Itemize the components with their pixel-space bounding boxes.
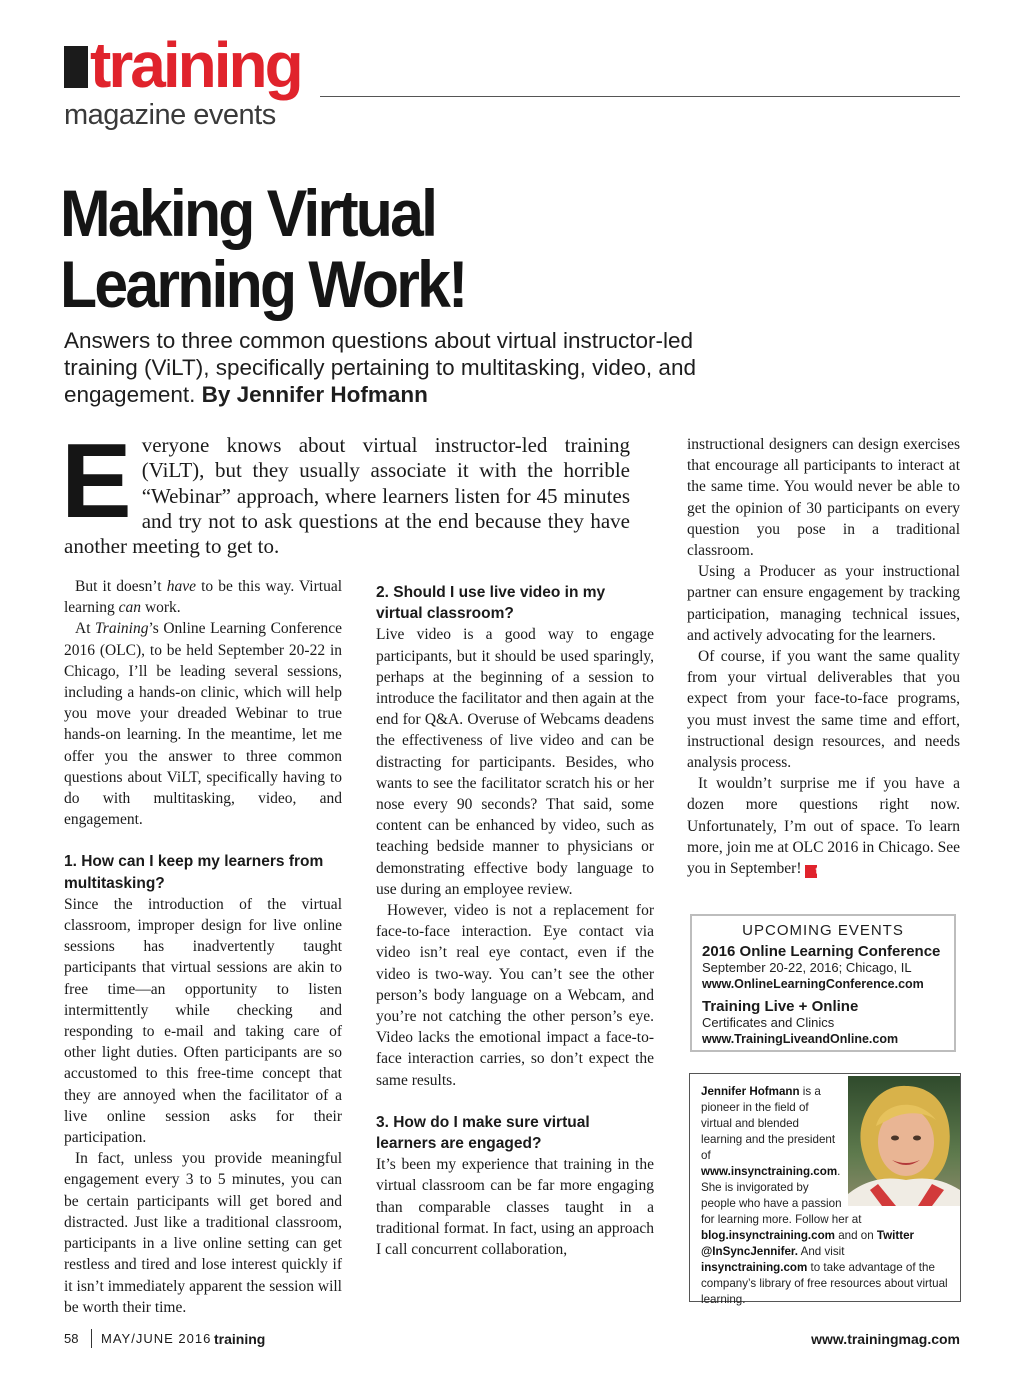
event-1-name: 2016 Online Learning Conference (702, 943, 941, 960)
headline-line-1: Making Virtual (60, 176, 436, 250)
footer-magazine-name: training (214, 1331, 266, 1347)
bio-link-website[interactable]: www.insynctraining.com (701, 1165, 838, 1178)
col2-paragraph-2: However, video is not a replacement for face-to-face interaction. Eye contact via video isn’t real eye contact, even if the video is two-way. You can’t see the other person’s body language on a Webcam, and you’re not catching the other person’s eye. Video lacks the emotional impact a face-to-face interaction carries, so don’t expect the same results. (376, 902, 654, 1089)
question-3-heading: 3. How do I make sure virtual learners are engaged? (376, 1113, 590, 1153)
bio-text: Jennifer Hofmann is a pioneer in the field of virtual and blended learning and the president of www.insynctraining.com. She is invigorated by people who have a passion for learning more. Follow her at blog.insynctraining.com and on Twitter @InSyncJennifer. And visit insynctraining.com to take advantage of the company’s library of free resources about virtual learning. (701, 1084, 951, 1308)
events-title: UPCOMING EVENTS (742, 922, 904, 939)
drop-cap: E (61, 422, 132, 540)
event-2-url[interactable]: www.TrainingLiveandOnline.com (702, 1032, 899, 1046)
article-headline (60, 178, 722, 320)
col3-paragraph-1: instructional designers can design exercises that encourage all participants to interact at the same time. You would never be able to get the opinion of 30 participants on every question you pose in a traditional classroom. (687, 436, 960, 560)
event-2-detail: Certificates and Clinics (702, 1015, 835, 1030)
author-bio-box (689, 1073, 961, 1306)
bio-link-site[interactable]: insynctraining.com (701, 1261, 808, 1274)
col1-paragraph-4: In fact, unless you provide meaningful engagement every 3 to 5 minutes, you can be certain participants will get bored and distracted. Just like a traditional classroom, participants in a live online setting can get restless and tired and lose interest quickly if it isn’t immediately apparent the session will be worth their time. (64, 1150, 342, 1316)
col3-paragraph-4: It wouldn’t surprise me if you have a dozen more questions right now. Unfortunately, I’m out of space. To learn more, join me at OLC 2016 in Chicago. See you in September! t (687, 775, 960, 878)
event-1-detail: September 20-22, 2016; Chicago, IL (702, 960, 912, 975)
column-2 (376, 582, 654, 1260)
question-1-heading: 1. How can I keep my learners from multitasking? (64, 853, 324, 892)
column-3 (687, 434, 960, 879)
col2-paragraph-3: It’s been my experience that training in the virtual classroom can be far more engaging than comparable classes taught in a traditional format. In fact, using an approach I call concurrent collaboration, (376, 1156, 654, 1259)
author-photo (848, 1076, 960, 1206)
col1-paragraph-2: At Training’s Online Learning Conference 2016 (OLC), to be held September 20-22 in Chicago, I’ll be leading several sessions, including a hands-on clinic, which will help you move your dreaded Webinar to true hands-on learning. In the meantime, let me offer you the answer to three common questions about ViLT, specifically having to do with multitasking, video, and engagement. (64, 620, 342, 829)
column-1 (64, 576, 342, 1318)
logo-block (64, 46, 88, 88)
page-footer (64, 1329, 960, 1349)
bio-link-twitter[interactable]: Twitter @InSyncJennifer. (701, 1229, 915, 1258)
event-2-name: Training Live + Online (702, 998, 859, 1015)
byline: By Jennifer Hofmann (201, 382, 428, 407)
upcoming-events-box (690, 914, 956, 1052)
col2-paragraph-1: Live video is a good way to engage participants, but it should be used sparingly, perhaps at the beginning of a session to introduce the facilitator and then again at the end for Q&A. Overuse of Webcams deadens the effectiveness of live video and can be distracting for participants. Besides, who wants to see the facilitator scratch his or her nose every 90 seconds? That said, some content can be enhanced by video, such as teaching bedside manner to physicians or demonstrating effective body language to use during an employee review. (376, 626, 654, 898)
magazine-subtitle: magazine events (64, 99, 276, 131)
article-dek (64, 327, 764, 408)
col1-paragraph-3: Since the introduction of the virtual classroom, improper design for live online sessions has inadvertently taught participants that virtual sessions are akin to free time—an opportunity to listen intermittently while checking and responding to e-mail and taking care of other light duties. Often participants are so accustomed to this free-time concept that they are annoyed when the facilitator of a live online session asks for their participation. (64, 895, 342, 1147)
intro-text: veryone knows about virtual instructor-led training (ViLT), but they usually associate it with the horrible “Webinar” approach, where learners listen for 45 minutes and try not to ask questions at the end because they have another meeting to get to. (64, 433, 630, 559)
question-2-heading: 2. Should I use live video in my virtual classroom? (376, 584, 606, 623)
headline-line-2: Learning Work! (60, 247, 466, 321)
footer-url[interactable]: www.trainingmag.com (811, 1331, 960, 1347)
dek-text: Answers to three common questions about virtual instructor-led training (ViLT), specifically pertaining to multitasking, video, and engagement. (64, 328, 696, 407)
header-rule (320, 96, 960, 97)
col3-paragraph-2: Using a Producer as your instructional partner can ensure engagement by tracking participation, managing technical issues, and actively advocating for the learners. (687, 563, 960, 644)
bio-name: Jennifer Hofmann (701, 1085, 800, 1098)
magazine-logo: training (90, 29, 301, 101)
page-number: 58 (64, 1331, 79, 1346)
issue-date: MAY/JUNE 2016 (101, 1331, 212, 1346)
footer-separator (91, 1329, 92, 1348)
end-mark-icon: t (805, 865, 817, 878)
event-1-url[interactable]: www.OnlineLearningConference.com (702, 977, 924, 991)
col1-paragraph-1: But it doesn’t have to be this way. Virtual learning can work. (64, 578, 343, 617)
bio-link-blog[interactable]: blog.insynctraining.com (701, 1229, 835, 1242)
col3-paragraph-3: Of course, if you want the same quality from your virtual deliverables that you expect from your face-to-face programs, you must invest the same time and effort, instructional design resources, and needs analysis process. (687, 648, 960, 772)
intro-paragraph (61, 422, 630, 559)
author-portrait-icon (848, 1076, 960, 1206)
